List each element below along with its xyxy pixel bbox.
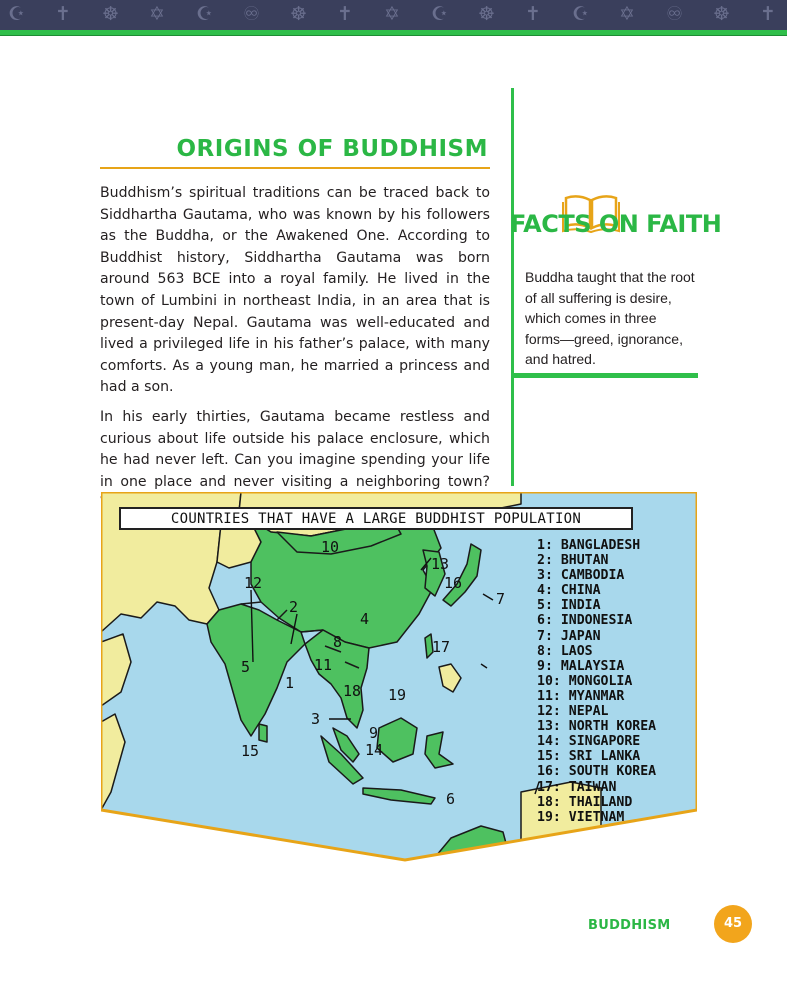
religious-symbol-icon: ☸ xyxy=(713,3,731,25)
map-label: 7 xyxy=(496,590,506,608)
legend-item: 5: INDIA xyxy=(537,598,601,614)
religious-symbol-icon: ✡ xyxy=(619,3,635,25)
map-label: 16 xyxy=(444,574,463,592)
map-label: 2 xyxy=(289,598,299,616)
legend-item: 4: CHINA xyxy=(537,583,601,599)
legend-item: 11: MYANMAR xyxy=(537,688,625,704)
religious-symbol-icon: ☪ xyxy=(572,3,590,25)
legend-item: 16: SOUTH KOREA xyxy=(537,764,657,780)
map-label: 14 xyxy=(365,741,384,759)
map-legend xyxy=(537,538,656,825)
map-label: 1 xyxy=(285,674,295,692)
header-green-rule xyxy=(0,30,787,36)
map-label: 6 xyxy=(446,790,456,808)
column-divider xyxy=(511,88,514,486)
sidebar-bottom-rule xyxy=(513,373,698,378)
religious-symbol-icon: ✡ xyxy=(149,3,165,25)
legend-item: 18: THAILAND xyxy=(537,794,633,810)
legend-item: 2: BHUTAN xyxy=(537,553,609,569)
religious-symbol-icon: ☪ xyxy=(431,3,449,25)
map-title-box xyxy=(119,507,633,530)
legend-item: 13: NORTH KOREA xyxy=(537,719,657,735)
legend-item: 1: BANGLADESH xyxy=(537,538,641,553)
footer-section-label: BUDDHISM xyxy=(588,918,671,933)
map-label: 19 xyxy=(388,686,407,704)
religious-symbol-icon: ✡ xyxy=(384,3,400,25)
religious-symbol-icon: ☪ xyxy=(8,3,26,25)
page-number-badge: 45 xyxy=(714,905,752,943)
article-paragraph: Buddhism’s spiritual traditions can be traced back to Siddhartha Gautama, who was known by his followers as the Buddha, or the Awakened One. According to Buddhist history, Siddhartha Gautama was born around 563 BCE into a royal family. He lived in the town of Lumbini in northeast India, in an area that is present-day Nepal. Gautama was well-educated and lived a privileged life in his father’s palace, with many comforts. As a young man, he married a princess and had a son. xyxy=(100,185,490,396)
map-label: 3 xyxy=(311,710,321,728)
map-label: 11 xyxy=(314,656,333,674)
legend-item: 15: SRI LANKA xyxy=(537,749,641,765)
article-body xyxy=(100,183,490,523)
legend-item: 7: JAPAN xyxy=(537,628,601,644)
legend-item: 10: MONGOLIA xyxy=(537,673,633,689)
religious-symbol-icon: ☸ xyxy=(478,3,496,25)
religious-symbol-icon: ✝ xyxy=(760,3,776,25)
sidebar-title: FACTS ON FAITH xyxy=(510,210,722,238)
map-label: 4 xyxy=(360,610,370,628)
article-paragraph: In his early thirties, Gautama became restless and curious about life outside his palace enclosure, which he had never left. Can you imagine spending your life in one place and never visiting a neighboring town? xyxy=(100,408,490,490)
religious-symbol-icon: ♾ xyxy=(243,3,261,25)
religious-symbol-icon: ✝ xyxy=(337,3,353,25)
legend-item: 9: MALAYSIA xyxy=(537,658,625,674)
sri-lanka-land xyxy=(259,724,267,742)
religious-symbol-icon: ☸ xyxy=(290,3,308,25)
map-label: 13 xyxy=(431,555,450,573)
map-label: 12 xyxy=(244,574,263,592)
legend-item: 6: INDONESIA xyxy=(537,613,633,629)
map-label: 15 xyxy=(241,742,260,760)
religious-symbol-icon: ☪ xyxy=(196,3,214,25)
header-pattern-band xyxy=(0,0,787,30)
map-label: 17 xyxy=(432,638,451,656)
legend-item: 19: VIETNAM xyxy=(537,809,625,825)
article-title: ORIGINS OF BUDDHISM xyxy=(176,136,488,162)
religious-symbol-icon: ♾ xyxy=(666,3,684,25)
religious-symbol-icon: ✝ xyxy=(525,3,541,25)
legend-item: 3: CAMBODIA xyxy=(537,568,625,584)
legend-item: 12: NEPAL xyxy=(537,704,609,720)
legend-item: 8: LAOS xyxy=(537,643,593,659)
map-title: COUNTRIES THAT HAVE A LARGE BUDDHIST POPULATION xyxy=(170,511,582,527)
map-label: 10 xyxy=(321,538,340,556)
map-label: 8 xyxy=(333,633,343,651)
map-label: 9 xyxy=(369,724,379,742)
sidebar-text: Buddha taught that the root of all suffering is desire, which comes in three forms—greed, ignorance, and hatred. xyxy=(525,269,695,367)
legend-item: 14: SINGAPORE xyxy=(537,734,641,750)
title-underline xyxy=(100,167,490,169)
legend-item: 17: TAIWAN xyxy=(537,779,617,795)
religious-symbol-icon: ☸ xyxy=(102,3,120,25)
map-label: 5 xyxy=(241,658,251,676)
religious-symbol-icon: ✝ xyxy=(55,3,71,25)
map-label: 18 xyxy=(343,682,362,700)
